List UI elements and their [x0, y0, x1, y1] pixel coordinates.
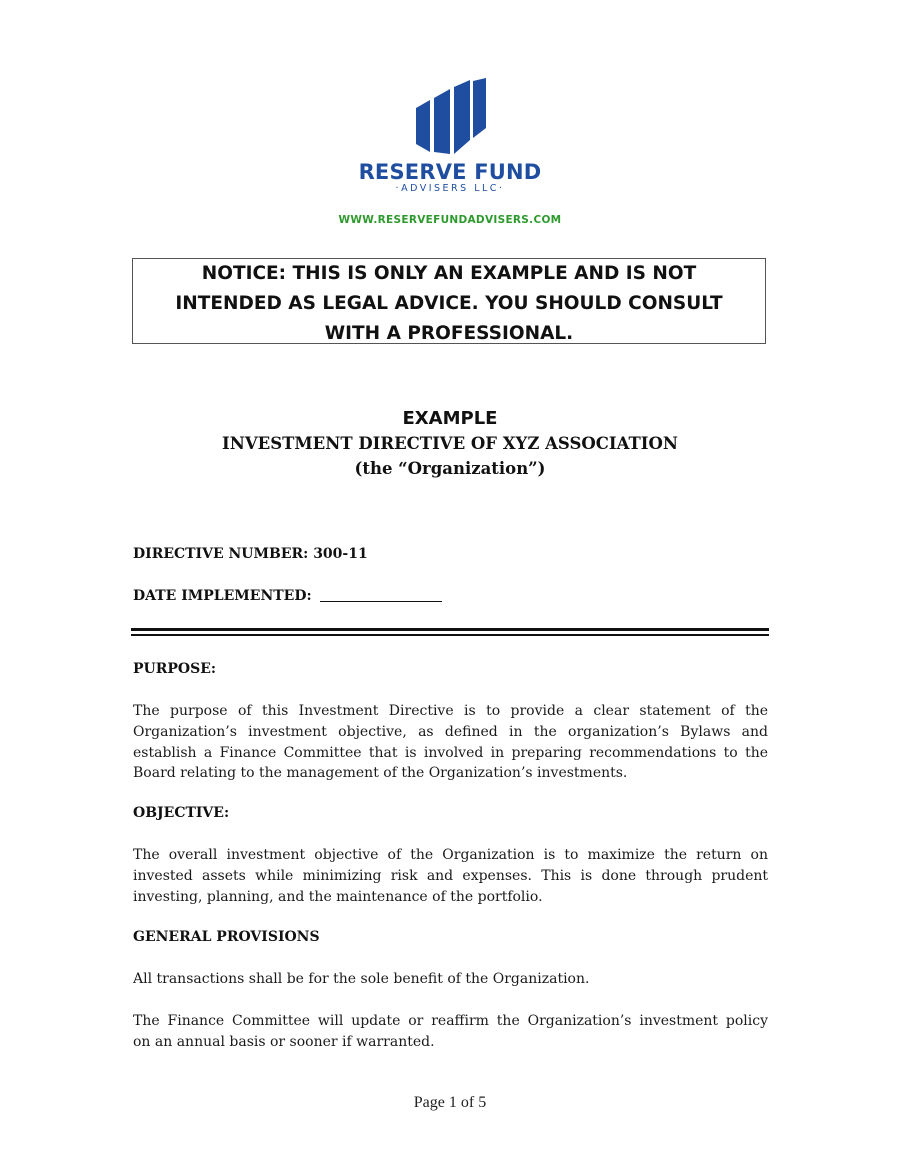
paragraph-line: invested assets while minimizing risk and expenses. This is done through prudent	[133, 867, 768, 884]
directive-number: DIRECTIVE NUMBER: 300-11	[133, 546, 368, 562]
paragraph-line: on an annual basis or sooner if warranted.	[133, 1033, 435, 1050]
general-paragraph	[133, 1011, 768, 1053]
paragraph-line: The overall investment objective of the Organization is to maximize the return on	[133, 847, 768, 863]
general-provisions-heading: GENERAL PROVISIONS	[133, 929, 320, 945]
document-title: INVESTMENT DIRECTIVE OF XYZ ASSOCIATION	[222, 434, 678, 453]
date-implemented	[133, 587, 442, 604]
notice-line: INTENDED AS LEGAL ADVICE. YOU SHOULD CONSULT	[175, 293, 723, 314]
notice-line: WITH A PROFESSIONAL.	[324, 323, 574, 344]
notice-box	[132, 258, 766, 344]
brand-name: RESERVE FUND	[358, 160, 542, 184]
date-implemented-label: DATE IMPLEMENTED:	[133, 588, 312, 604]
paragraph-line: establish a Finance Committee that is involved in preparing recommendations to the	[133, 744, 768, 761]
paragraph-line: The Finance Committee will update or reaffirm the Organization’s investment policy	[133, 1013, 768, 1029]
date-blank-line	[320, 587, 442, 602]
paragraph-line: Organization’s investment objective, as defined in the organization’s Bylaws and	[133, 723, 768, 740]
paragraph-line: The purpose of this Investment Directive is to provide a clear statement of the	[133, 703, 768, 719]
brand-subtitle: ·ADVISERS LLC·	[395, 183, 505, 194]
website-link[interactable]: WWW.RESERVEFUNDADVISERS.COM	[338, 214, 562, 226]
objective-heading: OBJECTIVE:	[133, 805, 230, 821]
objective-paragraph	[133, 845, 768, 907]
document-subtitle: (the “Organization”)	[354, 459, 546, 478]
divider-rule	[131, 628, 769, 631]
page-number: Page 1 of 5	[413, 1094, 487, 1111]
purpose-paragraph	[133, 701, 768, 784]
divider-rule	[131, 634, 769, 636]
paragraph-line: Board relating to the management of the Organization’s investments.	[133, 765, 628, 782]
general-paragraph	[133, 969, 589, 990]
example-heading: EXAMPLE	[402, 408, 498, 429]
notice-line: NOTICE: THIS IS ONLY AN EXAMPLE AND IS NOT	[201, 263, 697, 284]
paragraph-line: All transactions shall be for the sole benefit of the Organization.	[133, 971, 590, 987]
paragraph-line: investing, planning, and the maintenance of the portfolio.	[133, 888, 543, 905]
building-columns-icon	[410, 78, 490, 158]
purpose-heading: PURPOSE:	[133, 661, 217, 677]
